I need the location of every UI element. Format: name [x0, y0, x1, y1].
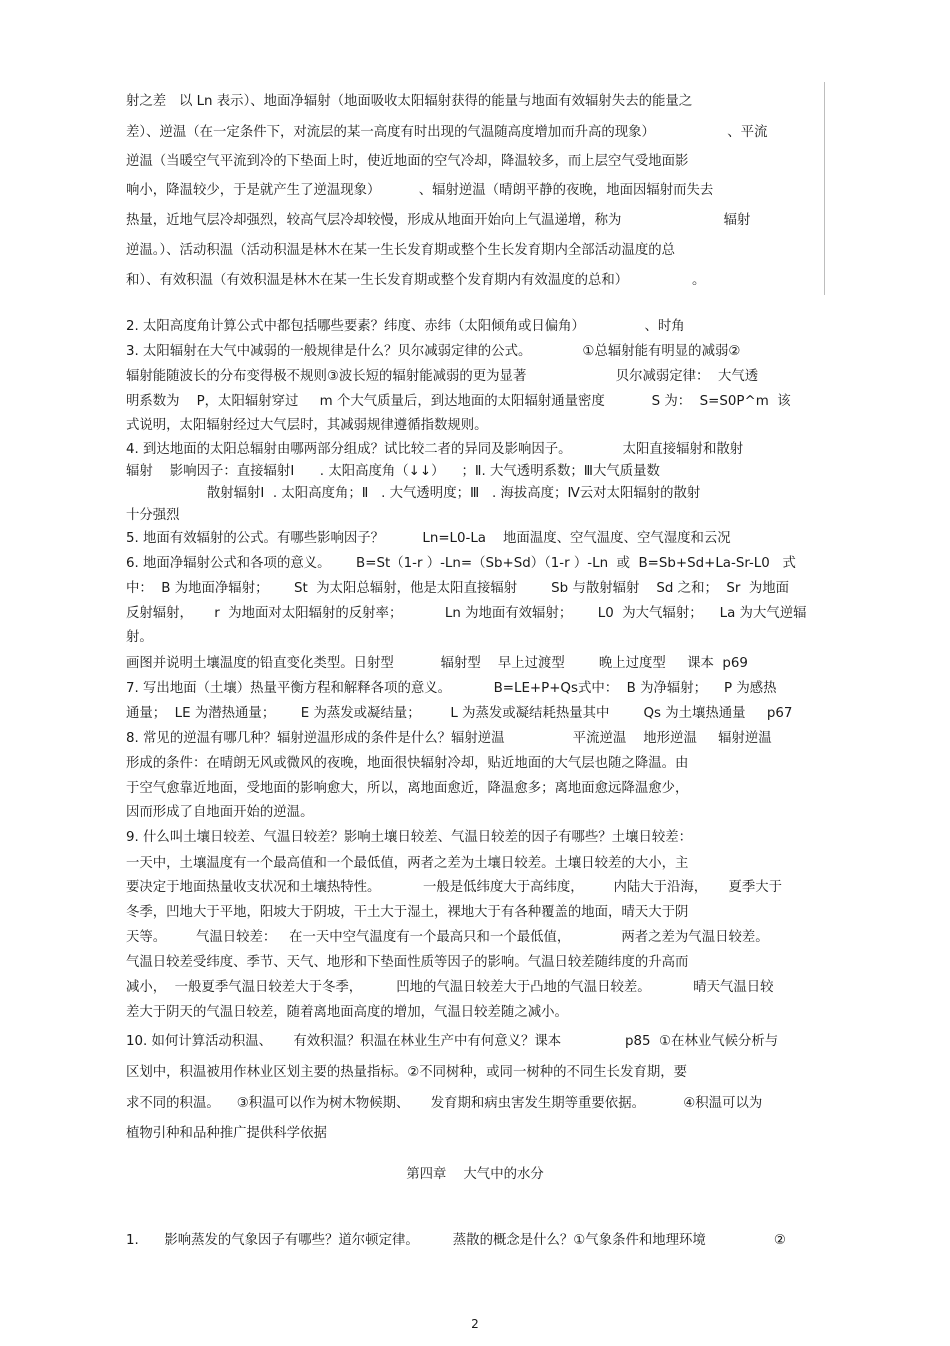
text-line: 射。	[126, 630, 153, 645]
text-line: 1. 影响蒸发的气象因子有哪些？道尔顿定律。 蒸散的概念是什么？①气象条件和地理环境 ②	[126, 1233, 786, 1248]
text-line: 射之差 以 Ln 表示）、地面净辐射（地面吸收太阳辐射获得的能量与地面有效辐射失去的能量之	[126, 94, 693, 109]
text-line: 明系数为 P，太阳辐射穿过 m 个大气质量后，到达地面的太阳辐射通量密度 S 为： S=S0P^m 该	[126, 394, 791, 409]
text-line: 散射辐射Ⅰ . 太阳高度角；Ⅱ . 大气透明度；Ⅲ . 海拔高度；Ⅳ云对太阳辐射的散射	[126, 486, 701, 501]
text-line: 中： B 为地面净辐射； St 为太阳总辐射，他是太阳直接辐射 Sb 与散射辐射 Sd 之和； Sr 为地面	[126, 581, 790, 596]
text-line: 6. 地面净辐射公式和各项的意义。 B=St（1-r ）-Ln=（Sb+Sd）（1-r ）-Ln 或 B=Sb+Sd+La-Sr-L0 式	[126, 556, 796, 571]
text-line: 辐射 影响因子：直接辐射Ⅰ . 太阳高度角（↓↓） ；Ⅱ. 大气透明系数；Ⅲ大气质量数	[126, 464, 660, 479]
text-line: 天等。 气温日较差： 在一天中空气温度有一个最高只和一个最低值， 两者之差为气温日较差。	[126, 930, 769, 945]
text-line: 十分强烈	[126, 508, 180, 523]
text-line: 冬季，凹地大于平地，阳坡大于阴坡，干土大于湿土，裸地大于有各种覆盖的地面，晴天大于阴	[126, 905, 689, 920]
text-line: 通量； LE 为潜热通量； E 为蒸发或凝结量； L 为蒸发或凝结耗热量其中 Qs 为土壤热通量 p67	[126, 706, 793, 721]
text-line: 辐射能随波长的分布变得极不规则③波长短的辐射能减弱的更为显著 贝尔减弱定律： 大气透	[126, 369, 759, 384]
text-line: 9. 什么叫土壤日较差、气温日较差？影响土壤日较差、气温日较差的因子有哪些？土壤日较差：	[126, 830, 693, 845]
text-line: 气温日较差受纬度、季节、天气、地形和下垫面性质等因子的影响。气温日较差随纬度的升高而	[126, 955, 689, 970]
text-line: 逆温。）、活动积温（活动积温是林木在某一生长发育期或整个生长发育期内全部活动温度的总	[126, 243, 676, 258]
text-line: 8. 常见的逆温有哪几种？辐射逆温形成的条件是什么？辐射逆温 平流逆温 地形逆温 辐射逆温	[126, 731, 772, 746]
text-line: 差）、逆温（在一定条件下，对流层的某一高度有时出现的气温随高度增加而升高的现象） 、平流	[126, 125, 768, 140]
text-line: 3. 太阳辐射在大气中减弱的一般规律是什么？贝尔减弱定律的公式。 ①总辐射能有明显的减弱②	[126, 344, 741, 359]
text-line: 因而形成了自地面开始的逆温。	[126, 805, 314, 820]
text-line: 求不同的积温。 ③积温可以作为树木物候期、 发育期和病虫害发生期等重要依据。 ④积温可以为	[126, 1096, 763, 1111]
text-line: 于空气愈靠近地面，受地面的影响愈大，所以，离地面愈近，降温愈多；离地面愈远降温愈少，	[126, 781, 689, 796]
text-line: 减小， 一般夏季气温日较差大于冬季， 凹地的气温日较差大于凸地的气温日较差。 晴天气温日较	[126, 980, 774, 995]
page-number: 2	[471, 1317, 479, 1331]
text-line: 4. 到达地面的太阳总辐射由哪两部分组成？试比较二者的异同及影响因子。 太阳直接辐射和散射	[126, 442, 744, 457]
text-line: 5. 地面有效辐射的公式。有哪些影响因子？ Ln=L0-La 地面温度、空气温度、空气湿度和云况	[126, 531, 731, 546]
margin-rule	[824, 82, 825, 295]
text-line: 响小，降温较少，于是就产生了逆温现象） 、辐射逆温（晴朗平静的夜晚，地面因辐射而失去	[126, 183, 714, 198]
text-line: 区划中，积温被用作林业区划主要的热量指标。②不同树种，或同一树种的不同生长发育期，要	[126, 1065, 688, 1080]
text-line: 一天中，土壤温度有一个最高值和一个最低值，两者之差为土壤日较差。土壤日较差的大小，主	[126, 856, 689, 871]
chapter-title: 第四章 大气中的水分	[406, 1167, 544, 1182]
text-line: 形成的条件：在晴朗无风或微风的夜晚，地面很快辐射冷却，贴近地面的大气层也随之降温。由	[126, 756, 689, 771]
text-line: 热量，近地气层冷却强烈，较高气层冷却较慢，形成从地面开始向上气温递增，称为 辐射	[126, 213, 751, 228]
text-line: 2. 太阳高度角计算公式中都包括哪些要素？纬度、赤纬（太阳倾角或日偏角） 、时角	[126, 319, 685, 334]
text-line: 要决定于地面热量收支状况和土壤热特性。 一般是低纬度大于高纬度， 内陆大于沿海， 夏季大于	[126, 880, 783, 895]
text-line: 7. 写出地面（土壤）热量平衡方程和解释各项的意义。 B=LE+P+Qs式中： B 为净辐射； P 为感热	[126, 681, 777, 696]
text-line: 反射辐射， r 为地面对太阳辐射的反射率； Ln 为地面有效辐射； L0 为大气辐射； La 为大气逆辐	[126, 606, 807, 621]
text-line: 画图并说明土壤温度的铅直变化类型。日射型 辐射型 早上过渡型 晚上过度型 课本 p69	[126, 656, 748, 671]
text-line: 差大于阴天的气温日较差，随着离地面高度的增加，气温日较差随之减小。	[126, 1005, 568, 1020]
text-line: 式说明，太阳辐射经过大气层时，其减弱规律遵循指数规则。	[126, 418, 488, 433]
text-line: 植物引种和品种推广提供科学依据	[126, 1126, 327, 1141]
text-line: 和）、有效积温（有效积温是林木在某一生长发育期或整个发育期内有效温度的总和） 。	[126, 273, 706, 288]
text-line: 10. 如何计算活动积温、 有效积温？积温在林业生产中有何意义？课本 p85 ①在林业气候分析与	[126, 1034, 779, 1049]
text-line: 逆温（当暖空气平流到冷的下垫面上时，使近地面的空气冷却，降温较多，而上层空气受地面影	[126, 154, 689, 169]
